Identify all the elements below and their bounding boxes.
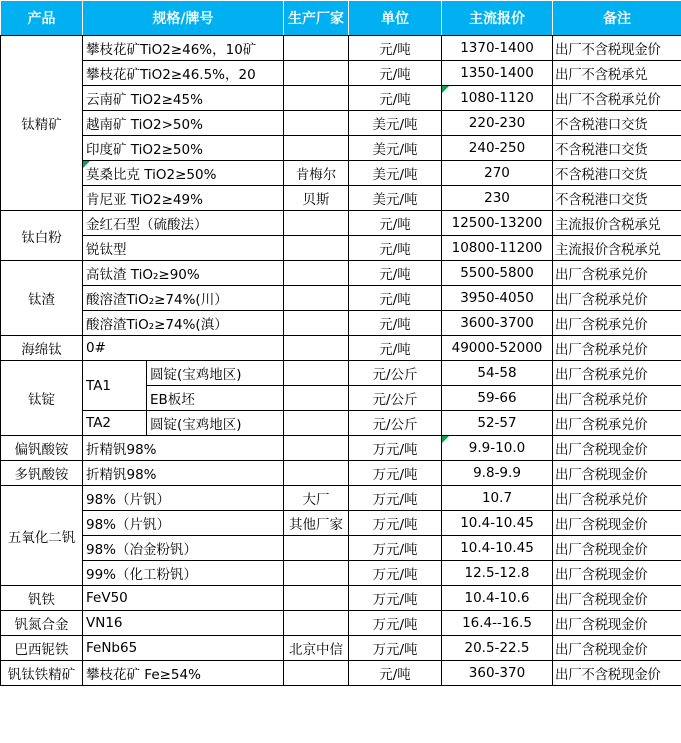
unit-cell: 元/吨: [349, 86, 442, 111]
product-cell: 钛渣: [1, 261, 83, 336]
unit-cell: 美元/吨: [349, 111, 442, 136]
table-row: [1, 136, 681, 161]
table-row: [1, 236, 681, 261]
note-cell: 出厂含税现金价: [553, 586, 681, 611]
header-unit: 单位: [349, 1, 442, 36]
note-cell: 出厂含税承兑价: [553, 336, 681, 361]
spec-cell: 酸溶渣TiO₂≥74%(川）: [83, 286, 284, 311]
header-maker: 生产厂家: [284, 1, 349, 36]
note-cell: 主流报价含税承兑: [553, 211, 681, 236]
note-cell: 出厂含税现金价: [553, 511, 681, 536]
table-row: [1, 261, 681, 286]
table-row: [1, 636, 681, 661]
unit-cell: 元/吨: [349, 61, 442, 86]
note-cell: 出厂含税现金价: [553, 536, 681, 561]
table-row: [1, 661, 681, 686]
note-cell: 出厂不含税承兑: [553, 61, 681, 86]
spec-cell: 98%（片钒）: [83, 486, 284, 511]
price-cell: 1350-1400: [442, 61, 553, 86]
note-cell: 出厂不含税承兑价: [553, 86, 681, 111]
product-cell: 五氧化二钒: [1, 486, 83, 586]
unit-cell: 元/吨: [349, 286, 442, 311]
spec-cell: 印度矿 TiO2≥50%: [83, 136, 284, 161]
spec-cell: 锐钛型: [83, 236, 284, 261]
maker-cell: [284, 311, 349, 336]
maker-cell: [284, 411, 349, 436]
note-cell: 出厂不含税现金价: [553, 36, 681, 61]
maker-cell: [284, 536, 349, 561]
note-cell: 出厂含税承兑价: [553, 361, 681, 386]
price-cell: 1080-1120: [442, 86, 553, 111]
maker-cell: [284, 336, 349, 361]
spec-cell: 99%（化工粉钒）: [83, 561, 284, 586]
table-row: [1, 161, 681, 186]
note-cell: 出厂含税现金价: [553, 561, 681, 586]
maker-cell: [284, 111, 349, 136]
spec-cell: 肯尼亚 TiO2≥49%: [83, 186, 284, 211]
spec-cell: 酸溶渣TiO₂≥74%(滇）: [83, 311, 284, 336]
price-cell: 9.9-10.0: [442, 436, 553, 461]
maker-cell: 北京中信: [284, 636, 349, 661]
maker-cell: [284, 611, 349, 636]
header-product: 产品: [1, 1, 83, 36]
maker-cell: [284, 211, 349, 236]
spec-cell: 金红石型（硫酸法）: [83, 211, 284, 236]
spec-cell: 越南矿 TiO2>50%: [83, 111, 284, 136]
product-cell: 钒氮合金: [1, 611, 83, 636]
unit-cell: 万元/吨: [349, 611, 442, 636]
spec-cell: 圆锭(宝鸡地区): [147, 361, 284, 386]
spec-cell: VN16: [83, 611, 284, 636]
unit-cell: 元/吨: [349, 661, 442, 686]
price-cell: 12.5-12.8: [442, 561, 553, 586]
note-cell: 出厂含税现金价: [553, 611, 681, 636]
maker-cell: [284, 586, 349, 611]
spec-cell: 98%（片钒）: [83, 511, 284, 536]
price-cell: 10.4-10.45: [442, 511, 553, 536]
table-row: [1, 411, 681, 436]
maker-cell: 其他厂家: [284, 511, 349, 536]
maker-cell: [284, 436, 349, 461]
unit-cell: 元/吨: [349, 211, 442, 236]
price-cell: 230: [442, 186, 553, 211]
unit-cell: 元/吨: [349, 311, 442, 336]
grade-cell: TA2: [83, 411, 147, 436]
price-cell: 3950-4050: [442, 286, 553, 311]
table-row: [1, 36, 681, 61]
spec-cell: 攀枝花矿TiO2≥46%，10矿: [83, 36, 284, 61]
maker-cell: [284, 461, 349, 486]
product-cell: 巴西铌铁: [1, 636, 83, 661]
maker-cell: [284, 61, 349, 86]
unit-cell: 元/吨: [349, 336, 442, 361]
note-cell: 出厂含税现金价: [553, 636, 681, 661]
price-cell: 3600-3700: [442, 311, 553, 336]
table-row: [1, 561, 681, 586]
table-row: [1, 536, 681, 561]
price-cell: 10.4-10.6: [442, 586, 553, 611]
table-row: [1, 436, 681, 461]
spec-cell: 高钛渣 TiO₂≥90%: [83, 261, 284, 286]
spec-cell: EB板坯: [147, 386, 284, 411]
maker-cell: [284, 36, 349, 61]
price-cell: 12500-13200: [442, 211, 553, 236]
spec-cell: 圆锭(宝鸡地区): [147, 411, 284, 436]
product-cell: 偏钒酸铵: [1, 436, 83, 461]
maker-cell: [284, 361, 349, 386]
price-cell: 52-57: [442, 411, 553, 436]
price-cell: 10.7: [442, 486, 553, 511]
product-cell: 钛白粉: [1, 211, 83, 261]
note-cell: 出厂含税承兑价: [553, 286, 681, 311]
product-cell: 钒铁: [1, 586, 83, 611]
spec-cell: FeNb65: [83, 636, 284, 661]
maker-cell: 贝斯: [284, 186, 349, 211]
spec-cell: 折精钒98%: [83, 436, 284, 461]
note-cell: 出厂含税承兑价: [553, 311, 681, 336]
note-cell: 不含税港口交货: [553, 136, 681, 161]
price-cell: 54-58: [442, 361, 553, 386]
note-cell: 不含税港口交货: [553, 111, 681, 136]
spec-cell: 攀枝花矿TiO2≥46.5%，20: [83, 61, 284, 86]
table-row: [1, 286, 681, 311]
note-cell: 出厂含税现金价: [553, 461, 681, 486]
maker-cell: [284, 286, 349, 311]
price-cell: 5500-5800: [442, 261, 553, 286]
note-cell: 出厂含税承兑价: [553, 261, 681, 286]
unit-cell: 万元/吨: [349, 461, 442, 486]
table-row: [1, 361, 681, 386]
maker-cell: [284, 561, 349, 586]
price-cell: 220-230: [442, 111, 553, 136]
unit-cell: 元/吨: [349, 36, 442, 61]
unit-cell: 美元/吨: [349, 161, 442, 186]
price-cell: 20.5-22.5: [442, 636, 553, 661]
unit-cell: 元/公斤: [349, 361, 442, 386]
spec-cell: 98%（冶金粉钒）: [83, 536, 284, 561]
note-cell: 出厂含税承兑价: [553, 411, 681, 436]
unit-cell: 元/公斤: [349, 386, 442, 411]
table-row: [1, 611, 681, 636]
product-cell: 钛锭: [1, 361, 83, 436]
maker-cell: 肯梅尔: [284, 161, 349, 186]
price-cell: 240-250: [442, 136, 553, 161]
table-row: [1, 86, 681, 111]
comment-flag-icon: [442, 86, 449, 93]
maker-cell: [284, 386, 349, 411]
price-cell: 9.8-9.9: [442, 461, 553, 486]
product-cell: 多钒酸铵: [1, 461, 83, 486]
maker-cell: [284, 661, 349, 686]
unit-cell: 万元/吨: [349, 536, 442, 561]
table-row: [1, 586, 681, 611]
header-spec: 规格/牌号: [83, 1, 284, 36]
table-row: [1, 336, 681, 361]
price-cell: 1370-1400: [442, 36, 553, 61]
note-cell: 出厂不含税现金价: [553, 661, 681, 686]
price-cell: 10.4-10.45: [442, 536, 553, 561]
table-row: [1, 311, 681, 336]
table-row: [1, 111, 681, 136]
price-cell: 16.4--16.5: [442, 611, 553, 636]
product-cell: 钛精矿: [1, 36, 83, 211]
table-row: [1, 211, 681, 236]
unit-cell: 元/吨: [349, 236, 442, 261]
unit-cell: 万元/吨: [349, 586, 442, 611]
price-cell: 270: [442, 161, 553, 186]
price-cell: 10800-11200: [442, 236, 553, 261]
price-cell: 360-370: [442, 661, 553, 686]
comment-flag-icon: [83, 161, 90, 168]
note-cell: 出厂含税现金价: [553, 436, 681, 461]
spec-cell: 莫桑比克 TiO2≥50%: [83, 161, 284, 186]
spec-cell: 云南矿 TiO2≥45%: [83, 86, 284, 111]
spec-cell: 攀枝花矿 Fe≥54%: [83, 661, 284, 686]
comment-flag-icon: [442, 436, 449, 443]
note-cell: 不含税港口交货: [553, 186, 681, 211]
table-row: [1, 461, 681, 486]
price-cell: 49000-52000: [442, 336, 553, 361]
table-row: [1, 486, 681, 511]
note-cell: 出厂含税承兑价: [553, 386, 681, 411]
note-cell: 主流报价含税承兑: [553, 236, 681, 261]
note-cell: 出厂含税承兑价: [553, 486, 681, 511]
unit-cell: 万元/吨: [349, 511, 442, 536]
maker-cell: 大厂: [284, 486, 349, 511]
table-row: [1, 186, 681, 211]
unit-cell: 万元/吨: [349, 486, 442, 511]
spec-cell: 0#: [83, 336, 284, 361]
header-row: [1, 1, 681, 36]
table-row: [1, 61, 681, 86]
product-cell: 钒钛铁精矿: [1, 661, 83, 686]
note-cell: 不含税港口交货: [553, 161, 681, 186]
unit-cell: 万元/吨: [349, 561, 442, 586]
unit-cell: 美元/吨: [349, 186, 442, 211]
spec-cell: 折精钒98%: [83, 461, 284, 486]
unit-cell: 万元/吨: [349, 636, 442, 661]
header-note: 备注: [553, 1, 681, 36]
table-row: [1, 511, 681, 536]
unit-cell: 万元/吨: [349, 436, 442, 461]
maker-cell: [284, 236, 349, 261]
maker-cell: [284, 136, 349, 161]
unit-cell: 美元/吨: [349, 136, 442, 161]
product-cell: 海绵钛: [1, 336, 83, 361]
price-cell: 59-66: [442, 386, 553, 411]
unit-cell: 元/公斤: [349, 411, 442, 436]
grade-cell: TA1: [83, 361, 147, 411]
maker-cell: [284, 86, 349, 111]
maker-cell: [284, 261, 349, 286]
spec-cell: FeV50: [83, 586, 284, 611]
header-price: 主流报价: [442, 1, 553, 36]
unit-cell: 元/吨: [349, 261, 442, 286]
